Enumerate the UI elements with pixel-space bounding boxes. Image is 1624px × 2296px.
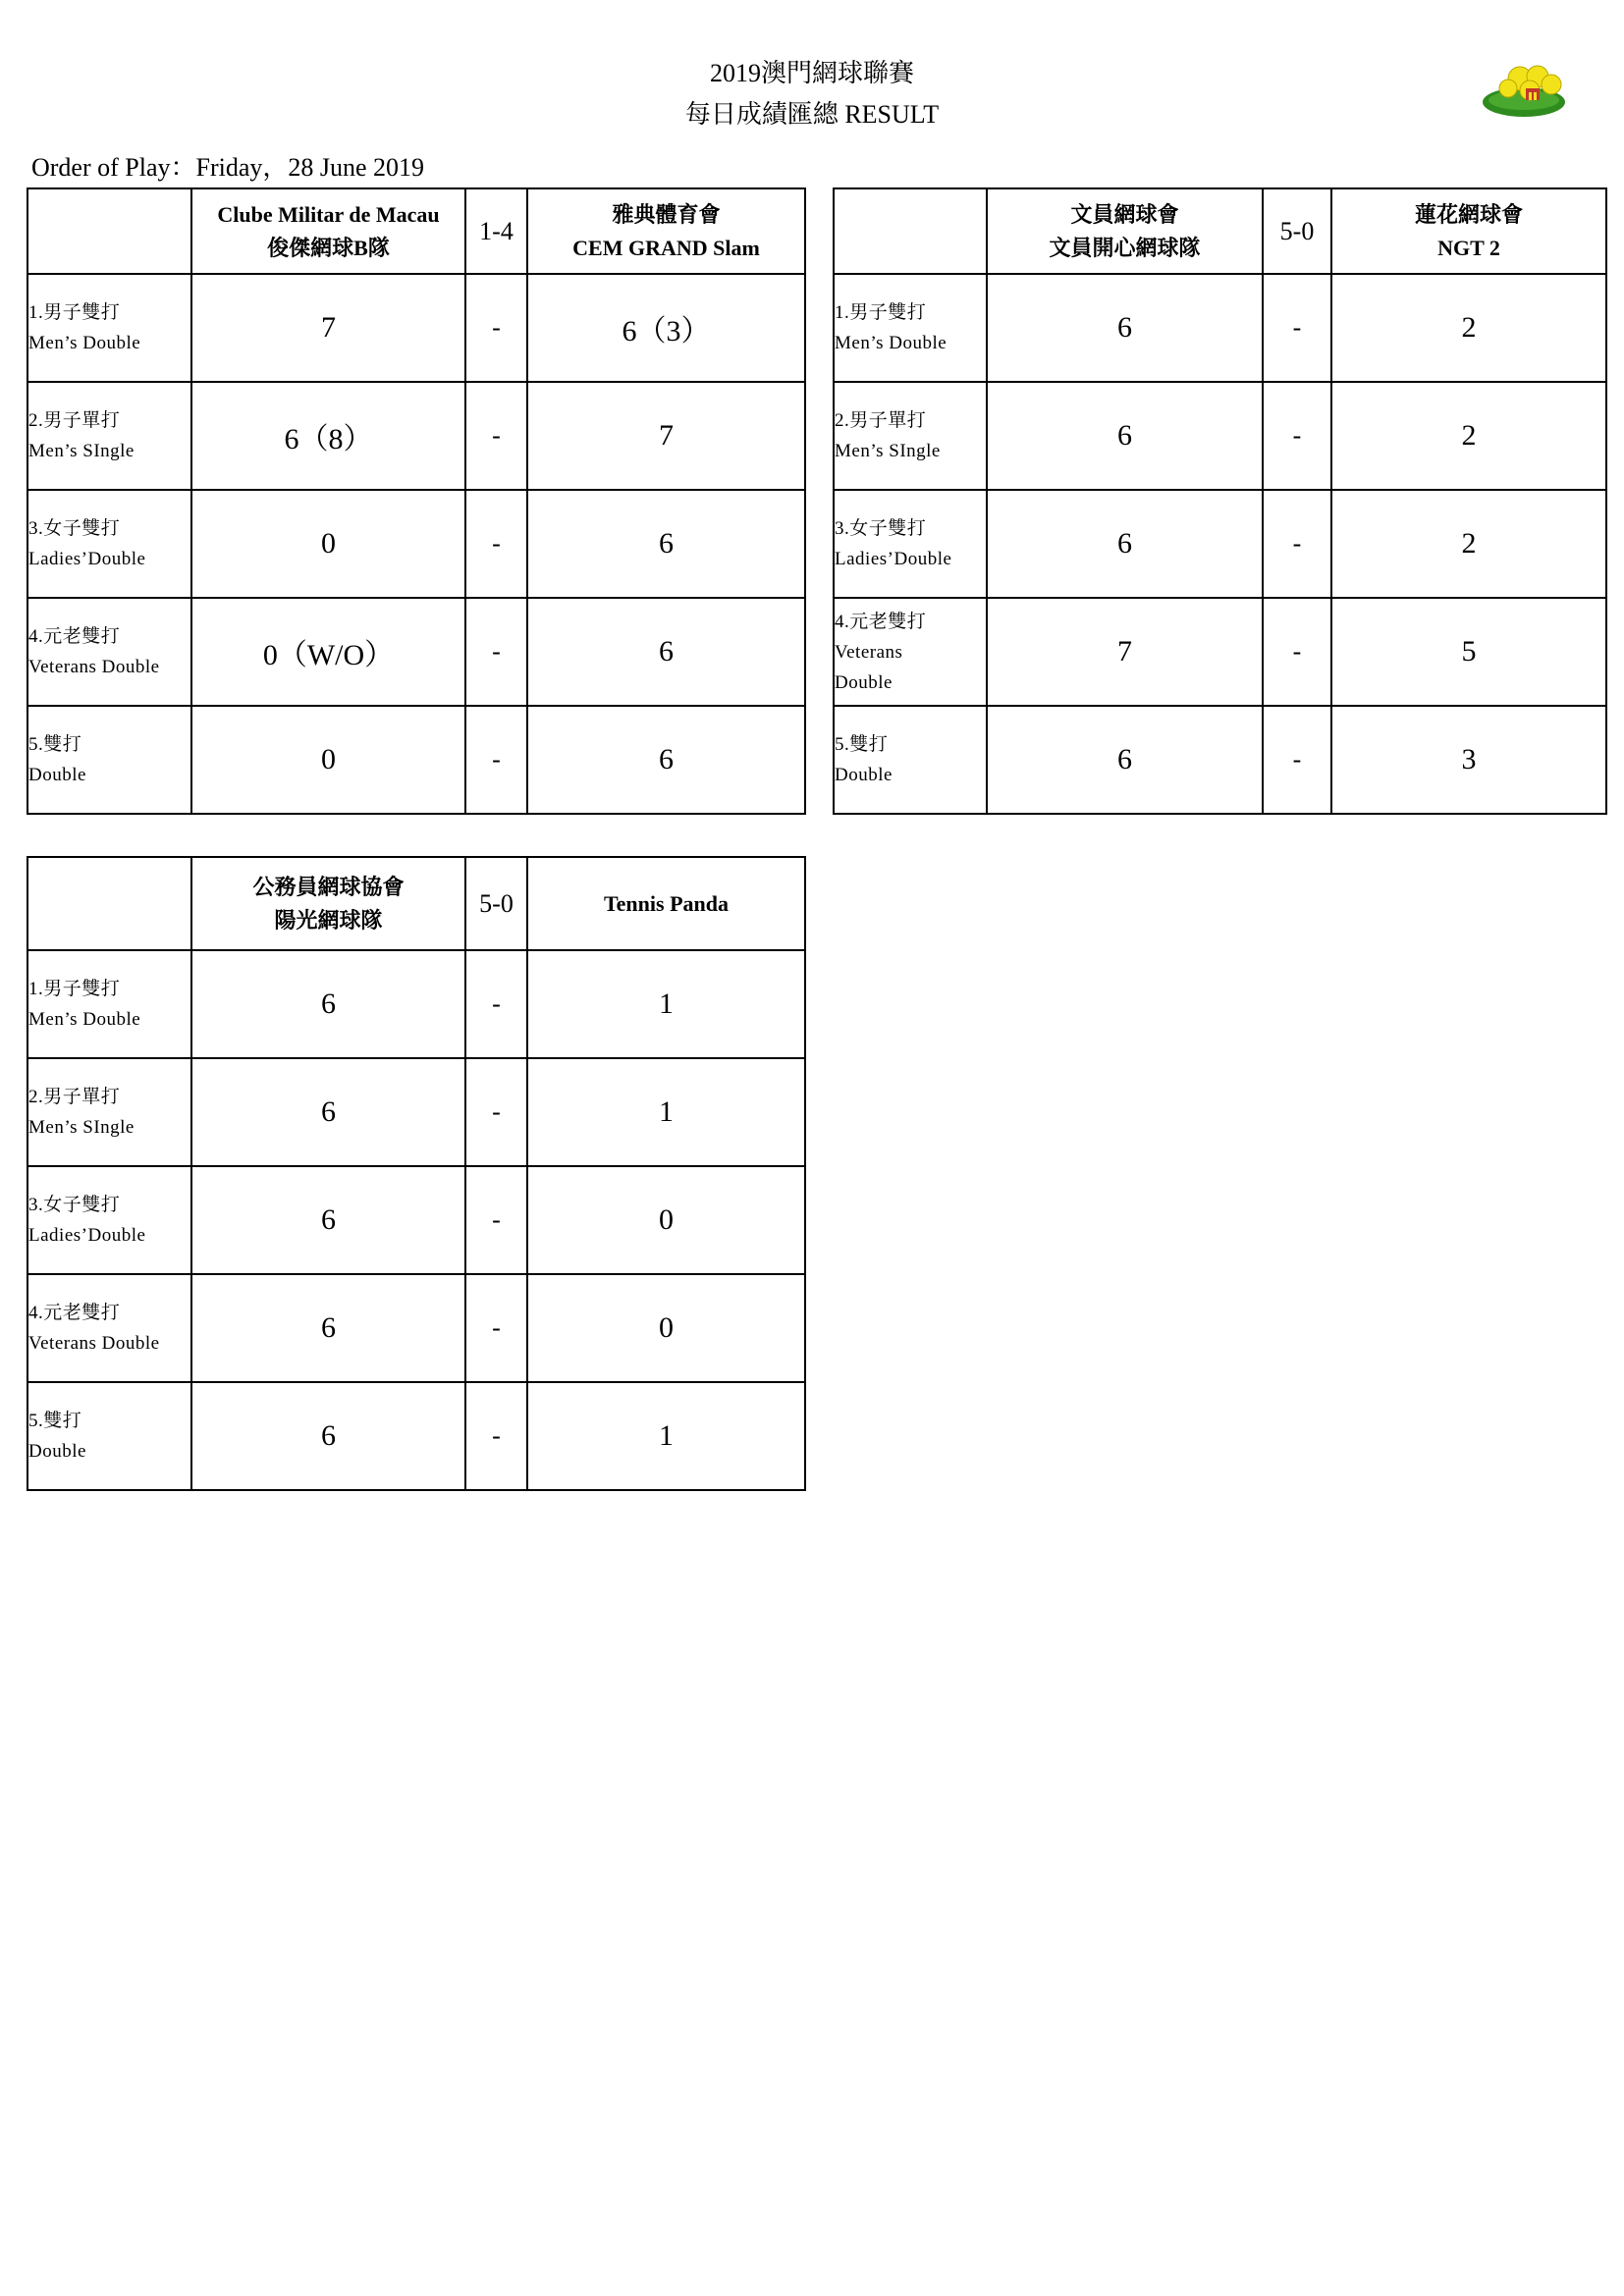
match-score: 5-0	[1263, 188, 1331, 274]
team-b-score: 6	[527, 598, 805, 706]
team-a-score: 7	[987, 598, 1263, 706]
match-table-3	[27, 856, 806, 1491]
table-row	[27, 382, 805, 490]
event-label: 3.女子雙打 Ladies’Double	[27, 1166, 191, 1274]
event-label: 5.雙打 Double	[27, 706, 191, 814]
team-b-score: 0	[527, 1166, 805, 1274]
team-b-score: 6	[527, 490, 805, 598]
team-b-name: 雅典體育會 CEM GRAND Slam	[527, 188, 805, 274]
event-label: 3.女子雙打 Ladies’Double	[27, 490, 191, 598]
order-of-play: Order of Play：Friday，28 June 2019	[31, 153, 425, 182]
table-row	[27, 1058, 805, 1166]
score-separator: -	[1263, 382, 1331, 490]
team-a-score: 0（W/O）	[191, 598, 465, 706]
page-subtitle: 每日成績匯總 RESULT	[684, 100, 940, 129]
team-a-score: 0	[191, 490, 465, 598]
team-b-score: 1	[527, 1382, 805, 1490]
team-b-score: 6	[527, 706, 805, 814]
team-a-score: 0	[191, 706, 465, 814]
score-separator: -	[465, 1274, 527, 1382]
team-a-score: 6（8）	[191, 382, 465, 490]
score-separator: -	[465, 274, 527, 382]
match-score: 1-4	[465, 188, 527, 274]
team-b-score: 0	[527, 1274, 805, 1382]
event-label: 5.雙打 Double	[834, 706, 987, 814]
table-row	[27, 274, 805, 382]
team-b-score: 5	[1331, 598, 1606, 706]
team-b-score: 2	[1331, 382, 1606, 490]
page-title: 2019澳門網球聯賽	[709, 59, 914, 87]
table-row	[27, 1166, 805, 1274]
team-b-score: 6（3）	[527, 274, 805, 382]
table-row	[27, 490, 805, 598]
event-label: 4.元老雙打 Veterans Double	[834, 598, 987, 706]
team-a-name: 公務員網球協會 陽光網球隊	[191, 857, 465, 950]
table-row	[27, 950, 805, 1058]
team-a-score: 6	[191, 1382, 465, 1490]
team-a-name: Clube Militar de Macau 俊傑網球B隊	[191, 188, 465, 274]
table-row	[27, 1382, 805, 1490]
team-b-name: Tennis Panda	[527, 857, 805, 950]
score-separator: -	[1263, 274, 1331, 382]
score-separator: -	[465, 1382, 527, 1490]
event-label: 1.男子雙打 Men’s Double	[27, 950, 191, 1058]
score-separator: -	[465, 1058, 527, 1166]
team-b-score: 1	[527, 950, 805, 1058]
header-empty-cell	[27, 188, 191, 274]
team-b-score: 2	[1331, 274, 1606, 382]
match-table-1	[27, 187, 806, 815]
association-logo-icon	[1481, 61, 1573, 120]
event-label: 1.男子雙打 Men’s Double	[27, 274, 191, 382]
score-separator: -	[1263, 706, 1331, 814]
event-label: 4.元老雙打 Veterans Double	[27, 598, 191, 706]
team-a-score: 6	[191, 950, 465, 1058]
table-row	[834, 490, 1606, 598]
table-row	[834, 706, 1606, 814]
score-separator: -	[465, 950, 527, 1058]
score-separator: -	[1263, 598, 1331, 706]
event-label: 2.男子單打 Men’s SIngle	[27, 1058, 191, 1166]
score-separator: -	[1263, 490, 1331, 598]
event-label: 5.雙打 Double	[27, 1382, 191, 1490]
team-a-score: 7	[191, 274, 465, 382]
match-table-2	[833, 187, 1607, 815]
team-a-score: 6	[987, 706, 1263, 814]
event-label: 3.女子雙打 Ladies’Double	[834, 490, 987, 598]
team-a-score: 6	[987, 274, 1263, 382]
team-a-score: 6	[191, 1274, 465, 1382]
event-label: 1.男子雙打 Men’s Double	[834, 274, 987, 382]
table-row	[27, 598, 805, 706]
table-row	[27, 706, 805, 814]
team-b-name: 蓮花網球會 NGT 2	[1331, 188, 1606, 274]
score-separator: -	[465, 1166, 527, 1274]
team-a-score: 6	[191, 1166, 465, 1274]
team-a-score: 6	[987, 382, 1263, 490]
team-a-name: 文員網球會 文員開心網球隊	[987, 188, 1263, 274]
team-a-score: 6	[191, 1058, 465, 1166]
team-b-score: 3	[1331, 706, 1606, 814]
table-row	[27, 1274, 805, 1382]
team-b-score: 7	[527, 382, 805, 490]
score-separator: -	[465, 490, 527, 598]
event-label: 2.男子單打 Men’s SIngle	[834, 382, 987, 490]
table-row	[834, 274, 1606, 382]
header-empty-cell	[834, 188, 987, 274]
team-b-score: 2	[1331, 490, 1606, 598]
score-separator: -	[465, 706, 527, 814]
match-score: 5-0	[465, 857, 527, 950]
header-empty-cell	[27, 857, 191, 950]
score-separator: -	[465, 382, 527, 490]
event-label: 2.男子單打 Men’s SIngle	[27, 382, 191, 490]
table-row	[834, 598, 1606, 706]
table-row	[834, 382, 1606, 490]
team-b-score: 1	[527, 1058, 805, 1166]
score-separator: -	[465, 598, 527, 706]
event-label: 4.元老雙打 Veterans Double	[27, 1274, 191, 1382]
team-a-score: 6	[987, 490, 1263, 598]
